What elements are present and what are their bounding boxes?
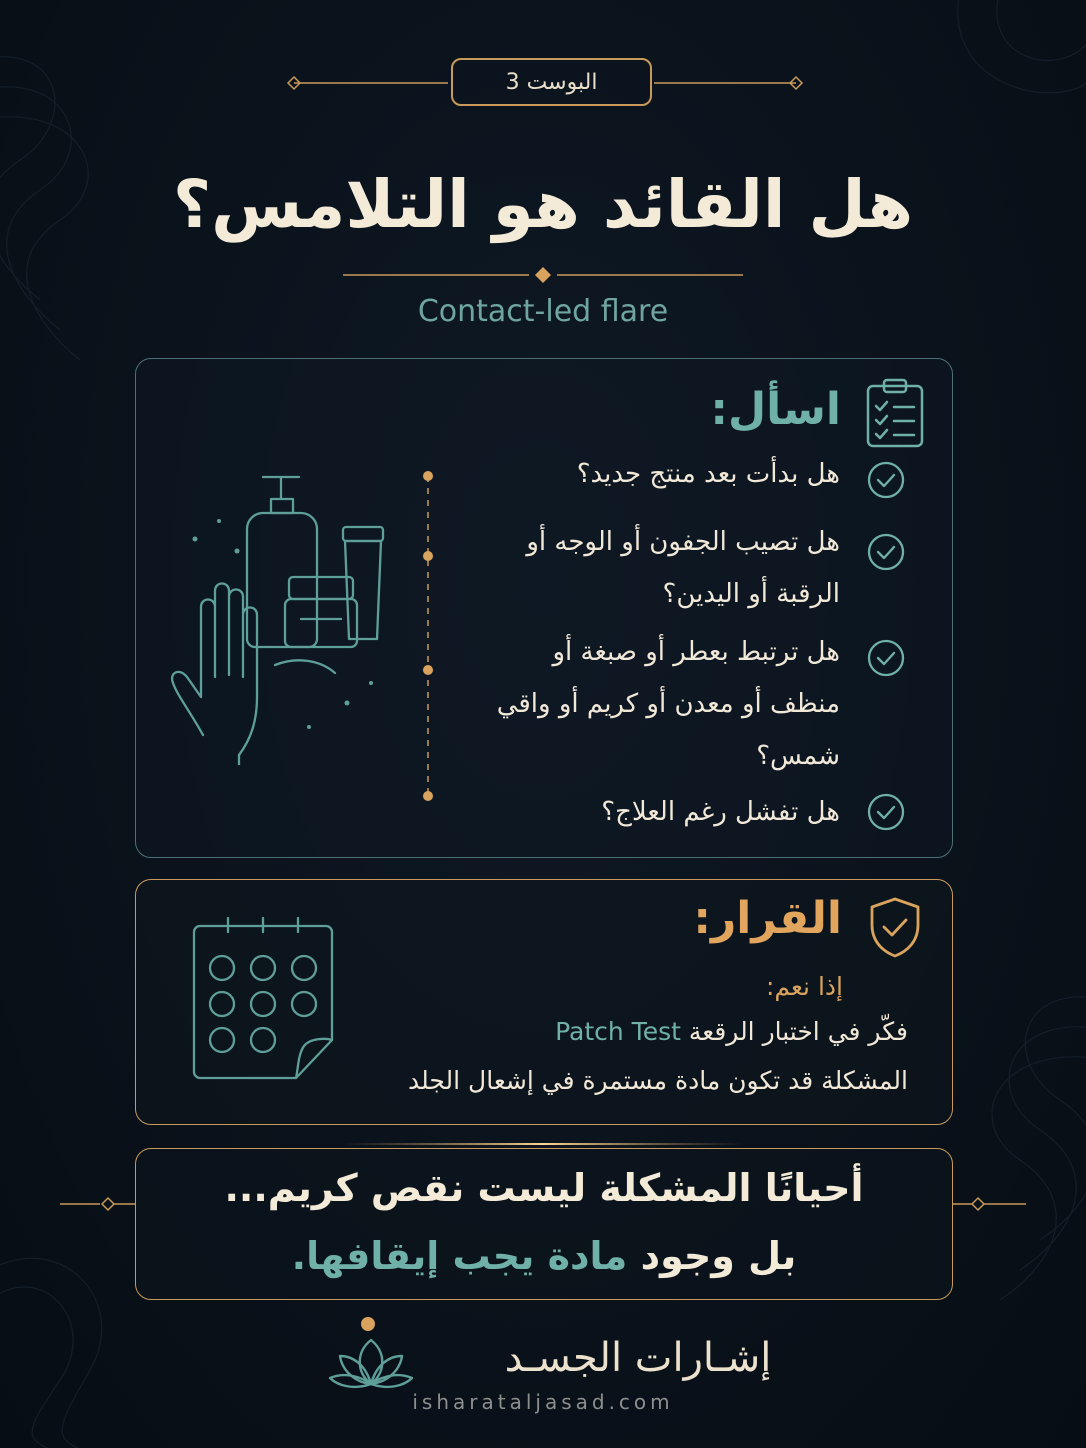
title-divider [343,264,743,286]
decision-line-2: المشكلة قد تكون مادة مستمرة في إشعال الجلد [408,1066,908,1095]
quote-highlight: مادة يجب إيقافها. [291,1234,628,1278]
quote-line-1: أحيانًا المشكلة ليست نقص كريم... [224,1166,864,1210]
calendar-patch-icon [188,916,338,1084]
question-1: هل بدأت بعد منتج جديد؟ [576,459,840,489]
page-title: هل القائد هو التلامس؟ [172,166,914,243]
check-circle-icon [866,792,906,832]
skincare-products-icon [165,465,405,765]
check-circle-icon [866,532,906,572]
check-circle-icon [866,460,906,500]
brand-name: إشـارات الجسـد [504,1335,772,1381]
quote-line-2 [135,1234,953,1278]
shield-check-icon [866,895,924,959]
quote-line-2-prefix: بل وجود [640,1234,797,1278]
post-number-badge: البوست 3 [451,58,652,106]
check-circle-icon [866,638,906,678]
patch-test-term: Patch Test [555,1017,681,1046]
clipboard-check-icon [862,378,928,450]
decision-heading: القرار: [693,893,842,944]
question-2: هل تصيب الجفون أو الوجه أو الرقبة أو اليدين؟ [526,527,840,609]
decision-if-yes: إذا نعم: [765,972,843,1001]
subtitle: Contact-led flare [417,294,669,329]
brand-website: isharataljasad.com [412,1390,674,1414]
patch-test-prefix: فكّر في اختبار الرقعة [688,1017,908,1046]
ask-heading: اسأل: [710,384,841,435]
decision-line-1 [555,1017,908,1046]
timeline-divider [418,468,438,806]
question-4: هل تفشل رغم العلاج؟ [601,797,840,827]
question-3: هل ترتبط بعطر أو صبغة أو منظف أو معدن أو كريم أو واقي شمس؟ [496,637,840,771]
